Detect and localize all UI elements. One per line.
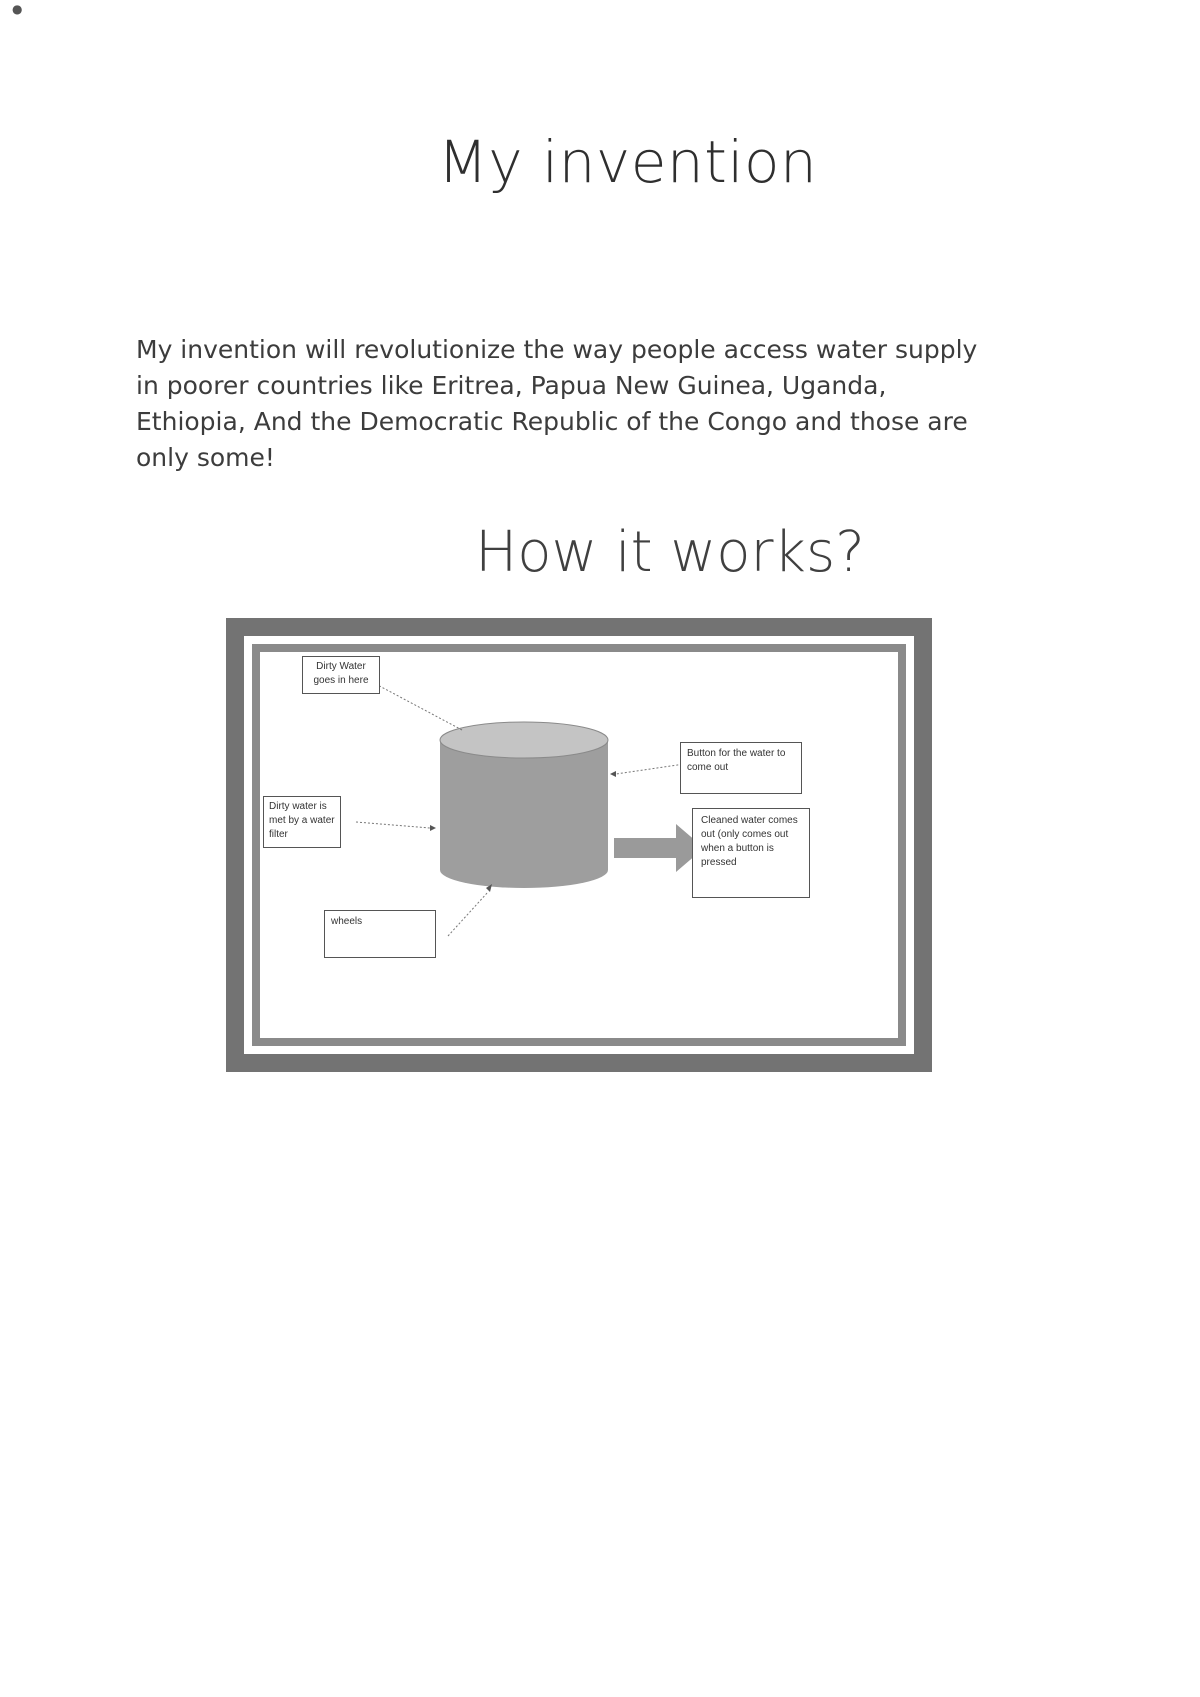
label-cleaned-water-out: Cleaned water comes out (only comes out when a button is pressed xyxy=(692,808,810,898)
label-button: Button for the water to come out xyxy=(680,742,802,794)
diagram-frame xyxy=(226,618,932,1072)
label-dirty-water-in: Dirty Water goes in here xyxy=(302,656,380,694)
tank-body xyxy=(440,740,608,870)
leader-wheels xyxy=(448,892,488,936)
leader-filter xyxy=(356,822,430,828)
diagram-canvas xyxy=(252,644,906,1046)
tank-bottom xyxy=(440,852,608,888)
scan-speck: ● xyxy=(12,2,23,16)
section-heading: How it works? xyxy=(475,520,865,585)
water-tank xyxy=(440,722,608,888)
leader-filter-head xyxy=(430,825,436,831)
page-title: My invention xyxy=(437,128,818,196)
intro-paragraph: My invention will revolutionize the way people access water supply in poorer countries like Eritrea, Papua New Guinea, Uganda, Ethiopia, And the Democratic Republic of the Congo and those are only some! xyxy=(136,335,978,472)
leader-button-head xyxy=(610,771,616,777)
label-water-filter: Dirty water is met by a water filter xyxy=(263,796,341,848)
leader-dirty-in xyxy=(372,682,462,730)
label-wheels: wheels xyxy=(324,910,436,958)
outflow-arrow xyxy=(614,824,704,872)
frame-white-ring xyxy=(244,636,914,1054)
tank-top xyxy=(440,722,608,758)
